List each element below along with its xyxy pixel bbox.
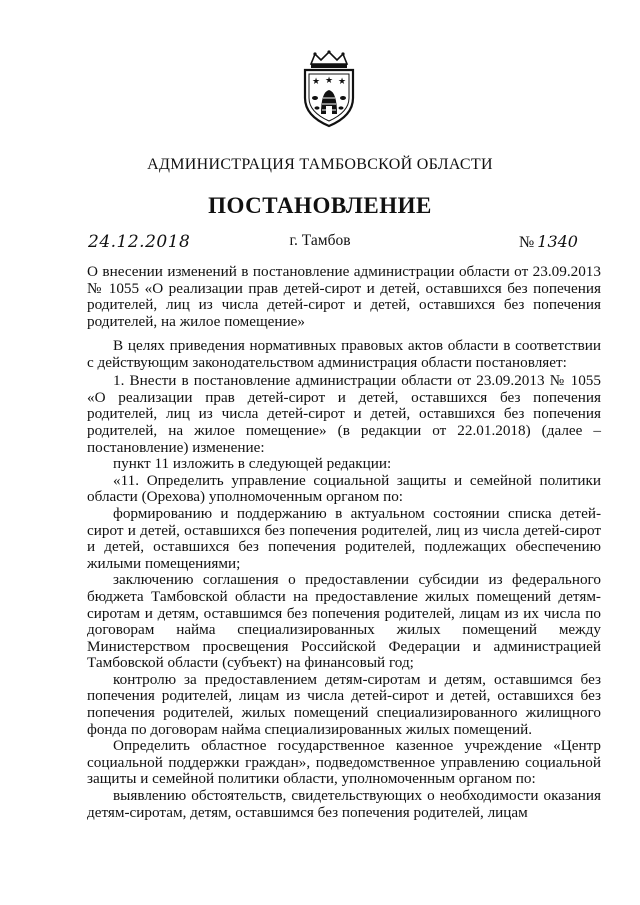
paragraph: В целях приведения нормативных правовых актов области в соответствии с действующим законодательством администрация области постановляет: — [87, 337, 601, 371]
paragraph: 1. Внести в постановление администрации области от 23.09.2013 № 1055 «О реализации прав детей-сирот и детей, оставшихся без попечения родителей, лиц из числа детей-сирот и детей, оставшихся без попечения родителей, на жилое помещение» (в редакции от 22.01.2018) (далее – постановление) изменение: — [87, 372, 601, 456]
document-type-heading: ПОСТАНОВЛЕНИЕ — [208, 193, 432, 218]
svg-text:★: ★ — [311, 76, 321, 86]
document-body — [87, 338, 601, 821]
issuing-organization: АДМИНИСТРАЦИЯ ТАМБОВСКОЙ ОБЛАСТИ — [147, 156, 493, 173]
number-value: 1340 — [537, 232, 578, 251]
number-prefix: № — [519, 234, 535, 251]
paragraph: формированию и поддержанию в актуальном состоянии списка детей-сирот и детей, оставшихся без попечения родителей, лиц из числа детей-сирот и детей, оставшихся без попечения родителей, подлежащих обеспечению жилыми помещениями; — [87, 504, 601, 572]
document-city: г. Тамбов — [289, 232, 351, 249]
svg-text:★: ★ — [324, 75, 334, 85]
paragraph: пункт 11 изложить в следующей редакции: — [113, 455, 392, 473]
paragraph: «11. Определить управление социальной защиты и семейной политики области (Орехова) уполномоченным органом по: — [87, 471, 601, 506]
svg-text:★: ★ — [337, 76, 347, 86]
paragraph: Определить областное государственное казенное учреждение «Центр социальной поддержки граждан», подведомственное управлению социальной защиты и семейной политики области, уполномоченным органом по: — [87, 737, 601, 788]
document-title: О внесении изменений в постановление администрации области от 23.09.2013 № 1055 «О реализации прав детей-сирот и детей, оставшихся без попечения родителей, лиц из числа детей-сирот и детей, оставшихся без попечения родителей, на жилое помещение» — [87, 263, 601, 330]
paragraph: заключению соглашения о предоставлении субсидии из федерального бюджета Тамбовской области на предоставление жилых помещений детям-сиротам и детям, оставшимся без попечения родителей, лицам из их числа по договорам найма специализированных жилых помещений между Министерством просвещения Российской Федерации и администрацией Тамбовской области (субъект) на финансовый год; — [87, 571, 601, 672]
coat-of-arms-icon — [299, 50, 359, 128]
paragraph: выявлению обстоятельств, свидетельствующих о необходимости оказания детям-сиротам, детям, оставшимся без попечения родителей, лицам — [87, 787, 601, 821]
document-number — [519, 232, 578, 252]
document-date: 24.12.2018 — [88, 232, 191, 252]
paragraph: контролю за предоставлением детям-сиротам и детям, оставшимся без попечения родителей, лицам из числа детей-сирот и детей, оставшихся без попечения родителей, жилых помещений специализированного жилищного фонда по договорам найма специализированных жилых помещений. — [87, 670, 601, 738]
